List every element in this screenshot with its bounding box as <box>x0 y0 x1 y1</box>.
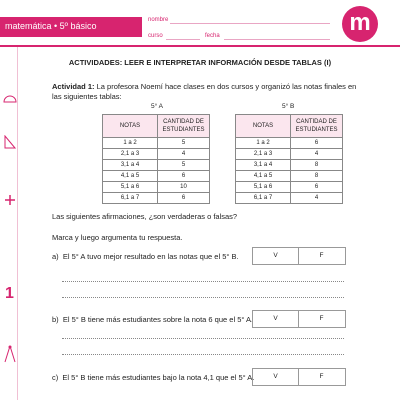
table-cell: 6 <box>291 138 343 149</box>
page-title: ACTIVIDADES: LEER E INTERPRETAR INFORMACIÓN DESDE TABLAS (I) <box>68 58 332 67</box>
false-option[interactable]: F <box>319 373 324 380</box>
statement-b <box>52 315 253 325</box>
table-cell: 8 <box>291 160 343 171</box>
table-cell: 4 <box>158 149 210 160</box>
activity-label: Actividad 1: <box>52 82 95 91</box>
table-row <box>236 193 343 204</box>
table-cell: 6 <box>158 193 210 204</box>
true-false-box-b <box>252 310 346 328</box>
table-cell: 5,1 a 6 <box>103 182 158 193</box>
subject-label: matemática • 5º básico <box>5 21 97 31</box>
true-option[interactable]: V <box>253 248 299 264</box>
table-cell: 6,1 a 7 <box>236 193 291 204</box>
true-false-box-c <box>252 368 346 386</box>
statement-text: El 5° B tiene más estudiantes sobre la nota 6 que el 5° A. <box>62 315 254 324</box>
course-line[interactable] <box>166 39 200 40</box>
statement-letter: a) <box>52 252 59 261</box>
table-cell: 4,1 a 5 <box>103 171 158 182</box>
table-row <box>103 171 210 182</box>
table-row <box>103 182 210 193</box>
statement-letter: c) <box>52 373 59 382</box>
table-cell: 5 <box>158 138 210 149</box>
answer-line[interactable] <box>62 281 344 282</box>
protractor-icon <box>3 90 17 104</box>
course-label: curso <box>148 33 163 39</box>
table-header: NOTAS <box>103 115 158 138</box>
table-cell: 6,1 a 7 <box>103 193 158 204</box>
true-false-box-a <box>252 247 346 265</box>
table-header: NOTAS <box>236 115 291 138</box>
table-row <box>236 171 343 182</box>
table-cell: 4,1 a 5 <box>236 171 291 182</box>
table-row <box>103 138 210 149</box>
grades-table-5b <box>235 114 343 204</box>
table-cell: 4 <box>291 149 343 160</box>
grades-table-5a <box>102 114 210 204</box>
table-header: CANTIDAD DE ESTUDIANTES <box>158 115 210 138</box>
table-row <box>236 149 343 160</box>
name-line[interactable] <box>170 23 330 24</box>
triangle-icon <box>4 135 16 149</box>
false-option[interactable]: F <box>319 315 324 322</box>
table-cell: 8 <box>291 171 343 182</box>
date-label: fecha <box>205 33 220 39</box>
question-text: Las siguientes afirmaciones, ¿son verdaderas o falsas? <box>52 212 238 221</box>
table-caption-5a: 5° A <box>151 103 163 110</box>
table-cell: 10 <box>158 182 210 193</box>
answer-line[interactable] <box>62 354 344 355</box>
table-cell: 2,1 a 3 <box>236 149 291 160</box>
table-cell: 1 a 2 <box>236 138 291 149</box>
name-label: nombre <box>148 17 169 23</box>
table-row <box>236 138 343 149</box>
instruction-text: Marca y luego argumenta tu respuesta. <box>52 233 183 242</box>
answer-line[interactable] <box>62 338 344 339</box>
false-option[interactable]: F <box>319 252 324 259</box>
table-cell: 5,1 a 6 <box>236 182 291 193</box>
date-line[interactable] <box>224 39 330 40</box>
table-row <box>103 149 210 160</box>
table-row <box>236 160 343 171</box>
table-row <box>103 160 210 171</box>
plus-icon <box>5 195 15 205</box>
statement-c <box>52 373 254 383</box>
answer-line[interactable] <box>62 297 344 298</box>
margin-number: 1 <box>5 285 14 302</box>
table-cell: 5 <box>158 160 210 171</box>
table-cell: 4 <box>291 193 343 204</box>
true-option[interactable]: V <box>253 311 299 327</box>
margin-line <box>17 47 18 400</box>
table-cell: 3,1 a 4 <box>236 160 291 171</box>
table-cell: 2,1 a 3 <box>103 149 158 160</box>
activity-paragraph <box>52 82 362 102</box>
statement-a <box>52 252 239 262</box>
table-caption-5b: 5° B <box>282 103 295 110</box>
table-row <box>103 193 210 204</box>
activity-text: La profesora Noemí hace clases en dos cursos y organizó las notas finales en las siguientes tablas: <box>52 82 357 101</box>
table-header: CANTIDAD DE ESTUDIANTES <box>291 115 343 138</box>
true-option[interactable]: V <box>253 369 299 385</box>
statement-letter: b) <box>52 315 59 324</box>
table-row <box>236 182 343 193</box>
table-cell: 1 a 2 <box>103 138 158 149</box>
compass-icon <box>3 345 17 363</box>
statement-text: El 5° A tuvo mejor resultado en las notas que el 5° B. <box>62 252 239 261</box>
table-cell: 6 <box>158 171 210 182</box>
brand-logo: m <box>342 6 378 42</box>
table-cell: 6 <box>291 182 343 193</box>
header-divider <box>0 45 400 47</box>
table-cell: 3,1 a 4 <box>103 160 158 171</box>
statement-text: El 5° B tiene más estudiantes bajo la nota 4,1 que el 5° A. <box>62 373 255 382</box>
